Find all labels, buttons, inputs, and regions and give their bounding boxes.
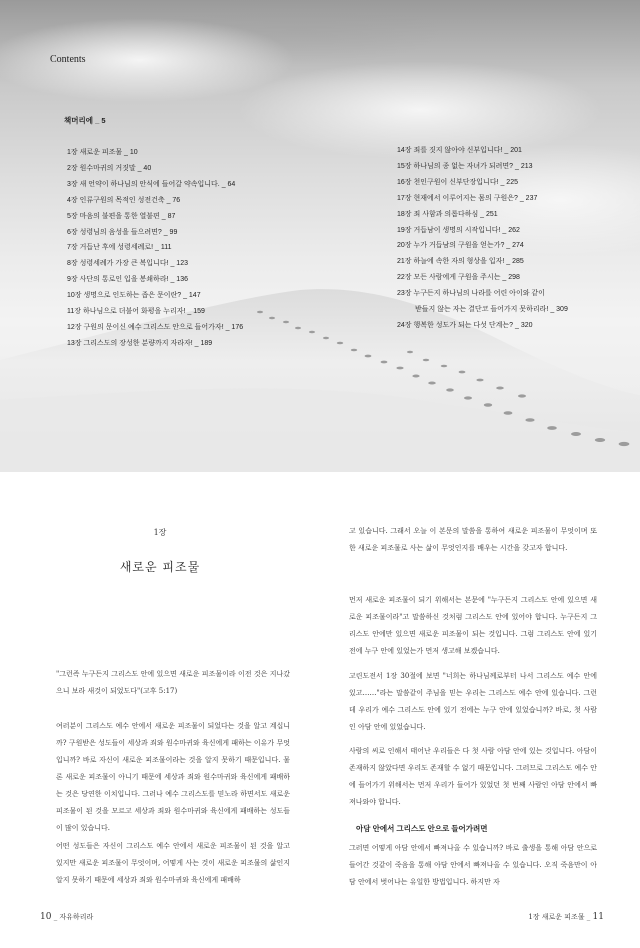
- toc-item: 12장 구원의 문이신 예수 그리스도 안으로 들어가자! _ 176: [67, 323, 244, 331]
- body-paragraph: 그러면 어떻게 아담 안에서 빠져나올 수 있습니까? 바로 출생을 통해 아담 안으로 들어간 것같이 죽음을 통해 아담 안에서 빠져나올 수 있습니다. 오직 죽음만이 아담 안에서 벗어나는 유일한 방법입니다. 하지만 자: [349, 844, 597, 886]
- toc-item: 18장 죄 사함과 의롭다하심 _ 251: [397, 210, 498, 218]
- toc-item: 1장 새로운 피조물 _ 10: [67, 149, 138, 156]
- toc-item: 3장 새 언약이 하나님의 안식에 들어갈 약속입니다. _ 64: [67, 180, 236, 188]
- toc-item: 7장 거듭난 후에 성령세례로! _ 111: [67, 244, 172, 252]
- toc-item: 2장 원수마귀의 거짓말 _ 40: [67, 164, 152, 172]
- toc-item: 13장 그리스도의 장성한 분량까지 자라자! _ 189: [67, 339, 213, 347]
- toc-item: 4장 인류구원의 목적인 성전건축 _ 76: [67, 196, 181, 204]
- chapter-title: 새로운 피조물: [119, 560, 201, 574]
- toc-item: 21장 하늘에 속한 자의 형상을 입자! _ 285: [397, 258, 524, 266]
- chapter-number: 1장: [153, 528, 167, 537]
- toc-item: 6장 성령님의 음성을 들으려면? _ 99: [67, 228, 178, 236]
- cover-photo-section: [0, 0, 640, 472]
- toc-item: 8장 성령세례가 가장 큰 복입니다! _ 123: [67, 260, 188, 268]
- toc-item-continuation: 받들지 않는 자는 결단코 들어가지 못하리라! _ 309: [415, 306, 568, 314]
- body-paragraph: 고린도전서 1장 30절에 보면 "너희는 하나님께로부터 나서 그리스도 예수 안에 있고……"라는 말씀같이 주님을 믿는 우리는 그리스도 예수 안에 있습니다. 그런데 우리가 예수 그리스도 안에 있기 전에는 누구 안에 있었습니까? 바로, 첫 사람인 아담 안에 있었습니다.: [349, 672, 597, 731]
- page-number-right: 11: [592, 912, 604, 922]
- toc-left-column: [67, 145, 243, 352]
- toc-item: 15장 하나님의 종 없는 자녀가 되려면? _ 213: [397, 162, 533, 170]
- toc-item: 24장 행복한 성도가 되는 다섯 단계는? _ 320: [397, 321, 533, 329]
- preface-entry: 책머리에 _ 5: [64, 116, 106, 125]
- body-paragraph: 어떤 성도들은 자신이 그리스도 예수 안에서 새로운 피조물이 된 것을 알고 있지만 새로운 피조물이 무엇이며, 어떻게 사는 것이 새로운 피조물의 삶인지 알지 못하기 때문에 세상과 죄와 원수마귀와 육신에게 패배하: [56, 842, 290, 884]
- toc-item: 23장 누구든지 하나님의 나라를 어린 아이와 같이: [397, 290, 545, 298]
- body-paragraph: 고 있습니다. 그래서 오늘 이 본문의 말씀을 통하여 새로운 피조물이 무엇이며 또한 새로운 피조물로 사는 삶이 무엇인지를 배우는 시간을 갖고자 합니다.: [349, 527, 597, 552]
- toc-item: 16장 천인구원이 신부단장입니다! _ 225: [397, 178, 518, 186]
- page-number-left: 10: [40, 912, 52, 922]
- toc-item: 17장 현재에서 이루어지는 몸의 구원은? _ 237: [397, 194, 538, 202]
- body-paragraph: 여러분이 그리스도 예수 안에서 새로운 피조물이 되었다는 것을 알고 계십니까? 구원받은 성도들이 세상과 죄와 원수마귀와 육신에게 패하는 이유가 무엇입니까? 바로 자신이 새로운 피조물이라는 것을 알지 못하기 때문입니다. 물론 새로운 피조물이 아니기 때문에 세상과 죄와 원수마귀와 육신에게 패배하는 것은 당연한 이치입니다. 그러나 예수 그리스도를 믿노라 하면서도 새로운 피조물이 된 것을 모르고 세상과 죄와 원수마귀와 육신에게 패배하는 성도들이 많이 있습니다.: [56, 722, 290, 832]
- section-subheading: 아담 안에서 그리스도 안으로 들어가려면: [356, 824, 488, 833]
- chapter-verse: "그런즉 누구든지 그리스도 안에 있으면 새로운 피조물이라 이전 것은 지나갔으니 보라 새것이 되었도다"(고후 5:17): [56, 670, 290, 695]
- toc-item: 22장 모든 사람에게 구원을 주시는 _ 298: [397, 274, 520, 282]
- footer-left: [40, 912, 93, 922]
- footer-right: [528, 912, 604, 922]
- body-paragraph: 먼저 새로운 피조물이 되기 위해서는 본문에 "누구든지 그리스도 안에 있으면 새로운 피조물이라"고 말씀하신 것처럼 그리스도 안에 있어야 합니다. 누구든지 그리스도 안에만 있으면 새로운 피조물이 되는 것입니다. 그럼 그리스도 안에 있기 전에 누구 안에 있었는가 먼저 생고해 보겠습니다.: [349, 596, 597, 655]
- toc-right-column: [397, 143, 568, 334]
- toc-item: 10장 생명으로 인도하는 좁은 문이란? _ 147: [67, 292, 201, 300]
- running-title-left: _ 자유하리라: [53, 913, 94, 921]
- contents-heading: Contents: [50, 54, 86, 65]
- toc-item: 14장 죄를 짓지 않아야 신부입니다! _ 201: [397, 147, 522, 154]
- toc-item: 9장 사단의 통로인 입을 봉쇄하라! _ 136: [67, 276, 188, 284]
- body-paragraph: 사람의 씨로 인해서 태어난 우리들은 다 첫 사람 아담 안에 있는 것입니다. 아담이 존재하지 않았다면 우리도 존재할 수 없기 때문입니다. 그러므로 그리스도 예수 안에 들어가기 위해서는 먼저 우리가 들어가 있었던 첫 번째 사람인 아담 안에서 빠져나와야 합니다.: [349, 747, 597, 806]
- toc-item: 11장 하나님으로 더불어 화평을 누리자! _ 159: [67, 308, 205, 316]
- toc-item: 20장 누가 거듭남의 구원을 얻는가? _ 274: [397, 242, 524, 250]
- running-title-right: 1장 새로운 피조물 _: [528, 913, 591, 921]
- toc-item: 5장 마음의 불편을 통한 열불편 _ 87: [67, 212, 176, 220]
- toc-item: 19장 거듭남이 생명의 시작입니다! _ 262: [397, 226, 520, 234]
